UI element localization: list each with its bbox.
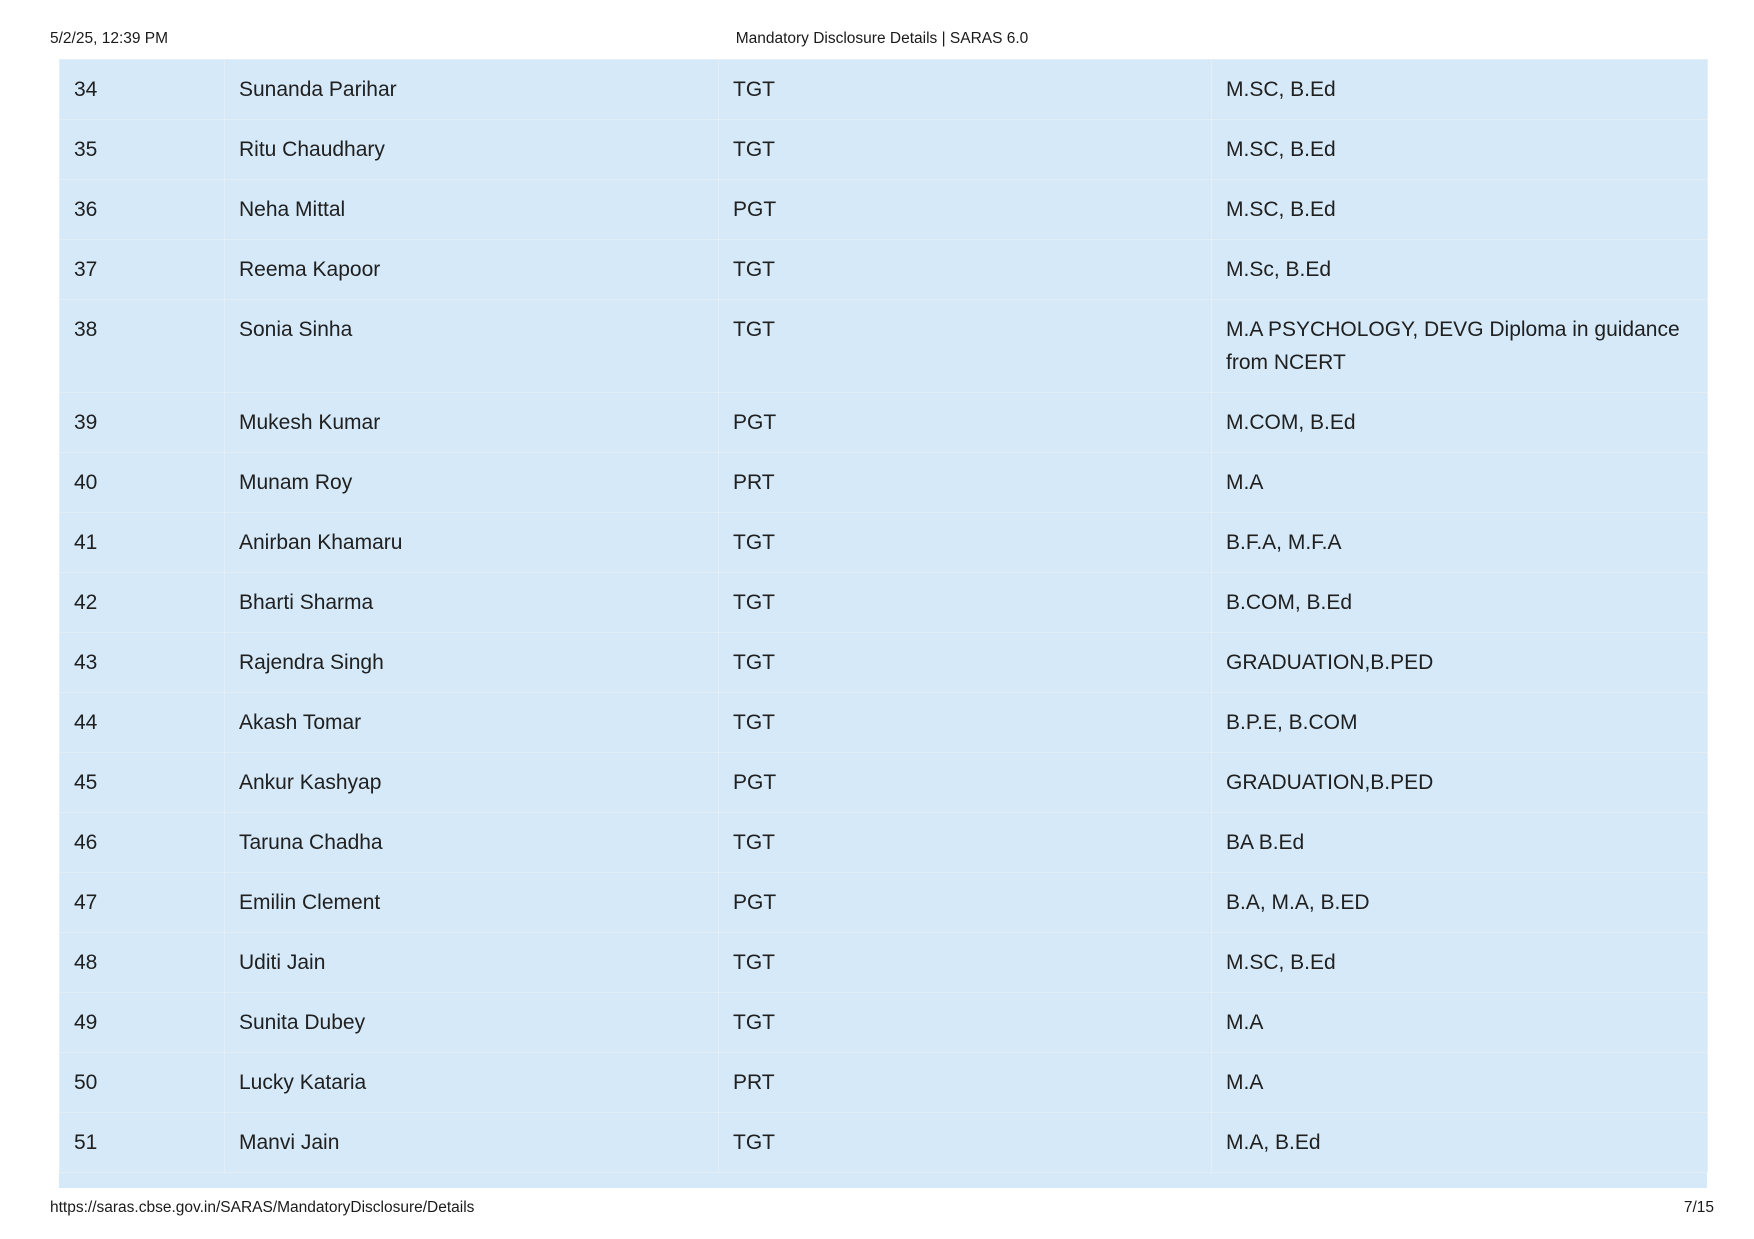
teacher-name-cell-text: Sonia Sinha [239, 318, 353, 341]
serial-number-cell-text: 49 [74, 1011, 98, 1034]
table-row [60, 813, 1708, 873]
qualification-cell-text: B.COM, B.Ed [1226, 591, 1353, 614]
teacher-name-cell-text: Sunanda Parihar [239, 78, 397, 101]
designation-cell-text: TGT [733, 591, 775, 614]
serial-number-cell [60, 633, 225, 693]
page-url: https://saras.cbse.gov.in/SARAS/MandatoryDisclosure/Details [50, 1199, 475, 1216]
qualification-cell [1212, 1053, 1708, 1113]
serial-number-cell-text: 34 [74, 78, 98, 101]
qualification-cell [1212, 633, 1708, 693]
serial-number-cell-text: 36 [74, 198, 98, 221]
qualification-cell [1212, 753, 1708, 813]
designation-cell-text: TGT [733, 318, 775, 341]
teacher-name-cell [225, 300, 719, 393]
qualification-cell [1212, 1113, 1708, 1173]
serial-number-cell-text: 47 [74, 891, 98, 914]
serial-number-cell-text: 48 [74, 951, 98, 974]
serial-number-cell [60, 1113, 225, 1173]
qualification-cell-text: BA B.Ed [1226, 831, 1305, 854]
serial-number-cell-text: 45 [74, 771, 98, 794]
table-row [60, 993, 1708, 1053]
teacher-name-cell-text: Reema Kapoor [239, 258, 381, 281]
teacher-name-cell-text: Lucky Kataria [239, 1071, 367, 1094]
page-number: 7/15 [1683, 1199, 1714, 1216]
serial-number-cell-text: 38 [74, 318, 98, 341]
qualification-cell [1212, 120, 1708, 180]
teacher-name-cell-text: Ankur Kashyap [239, 771, 382, 794]
teacher-name-cell-text: Mukesh Kumar [239, 411, 381, 434]
qualification-cell-text: M.SC, B.Ed [1226, 951, 1336, 974]
table-row [60, 933, 1708, 993]
table-row [60, 300, 1708, 393]
designation-cell [719, 60, 1212, 120]
serial-number-cell [60, 813, 225, 873]
serial-number-cell [60, 453, 225, 513]
table-row [60, 573, 1708, 633]
teacher-name-cell-text: Akash Tomar [239, 711, 362, 734]
qualification-cell [1212, 813, 1708, 873]
teacher-name-cell-text: Munam Roy [239, 471, 353, 494]
qualification-cell-text: M.A PSYCHOLOGY, DEVG Diploma in guidance from NCERT [1226, 318, 1680, 374]
teacher-name-cell-text: Ritu Chaudhary [239, 138, 385, 161]
qualification-cell [1212, 573, 1708, 633]
serial-number-cell [60, 300, 225, 393]
designation-cell-text: PRT [733, 1071, 775, 1094]
designation-cell-text: PRT [733, 471, 775, 494]
qualification-cell-text: M.A [1226, 1011, 1264, 1034]
qualification-cell-text: M.A [1226, 471, 1264, 494]
teacher-name-cell-text: Neha Mittal [239, 198, 346, 221]
serial-number-cell-text: 50 [74, 1071, 98, 1094]
table-row [60, 120, 1708, 180]
designation-cell [719, 873, 1212, 933]
designation-cell-text: TGT [733, 711, 775, 734]
page-footer [50, 1199, 1714, 1221]
qualification-cell [1212, 693, 1708, 753]
teacher-name-cell [225, 573, 719, 633]
table-row [60, 1113, 1708, 1173]
teacher-name-cell [225, 240, 719, 300]
qualification-cell [1212, 933, 1708, 993]
serial-number-cell-text: 42 [74, 591, 98, 614]
serial-number-cell-text: 46 [74, 831, 98, 854]
serial-number-cell [60, 993, 225, 1053]
serial-number-cell-text: 39 [74, 411, 98, 434]
designation-cell-text: PGT [733, 771, 777, 794]
serial-number-cell [60, 513, 225, 573]
qualification-cell [1212, 240, 1708, 300]
designation-cell [719, 120, 1212, 180]
designation-cell [719, 300, 1212, 393]
serial-number-cell [60, 693, 225, 753]
designation-cell-text: TGT [733, 951, 775, 974]
teacher-name-cell [225, 393, 719, 453]
serial-number-cell-text: 41 [74, 531, 98, 554]
designation-cell-text: TGT [733, 138, 775, 161]
qualification-cell-text: B.A, M.A, B.ED [1226, 891, 1370, 914]
table-row [60, 753, 1708, 813]
print-datetime: 5/2/25, 12:39 PM [50, 30, 169, 47]
qualification-cell [1212, 453, 1708, 513]
qualification-cell-text: M.COM, B.Ed [1226, 411, 1356, 434]
designation-cell-text: PGT [733, 411, 777, 434]
teacher-name-cell [225, 513, 719, 573]
serial-number-cell [60, 393, 225, 453]
serial-number-cell-text: 44 [74, 711, 98, 734]
serial-number-cell-text: 40 [74, 471, 98, 494]
designation-cell [719, 453, 1212, 513]
teacher-name-cell-text: Bharti Sharma [239, 591, 374, 614]
teacher-name-cell-text: Manvi Jain [239, 1131, 340, 1154]
table-row [60, 1053, 1708, 1113]
qualification-cell-text: GRADUATION,B.PED [1226, 771, 1434, 794]
designation-cell-text: PGT [733, 891, 777, 914]
qualification-cell [1212, 873, 1708, 933]
table-row [60, 240, 1708, 300]
serial-number-cell [60, 1053, 225, 1113]
designation-cell-text: TGT [733, 258, 775, 281]
serial-number-cell-text: 35 [74, 138, 98, 161]
designation-cell-text: TGT [733, 651, 775, 674]
table-row [60, 693, 1708, 753]
designation-cell [719, 693, 1212, 753]
qualification-cell-text: M.SC, B.Ed [1226, 78, 1336, 101]
qualification-cell-text: B.F.A, M.F.A [1226, 531, 1342, 554]
qualification-cell [1212, 393, 1708, 453]
teacher-name-cell-text: Anirban Khamaru [239, 531, 403, 554]
serial-number-cell-text: 43 [74, 651, 98, 674]
page-header [50, 30, 1714, 52]
teacher-name-cell [225, 60, 719, 120]
page-title: Mandatory Disclosure Details | SARAS 6.0 [735, 30, 1029, 47]
serial-number-cell [60, 573, 225, 633]
teacher-name-cell-text: Sunita Dubey [239, 1011, 366, 1034]
designation-cell-text: TGT [733, 531, 775, 554]
serial-number-cell-text: 37 [74, 258, 98, 281]
designation-cell [719, 1113, 1212, 1173]
teacher-name-cell [225, 180, 719, 240]
teacher-name-cell [225, 693, 719, 753]
designation-cell [719, 993, 1212, 1053]
designation-cell [719, 1053, 1212, 1113]
serial-number-cell [60, 120, 225, 180]
qualification-cell-text: M.A [1226, 1071, 1264, 1094]
qualification-cell-text: M.SC, B.Ed [1226, 198, 1336, 221]
qualification-cell-text: M.Sc, B.Ed [1226, 258, 1332, 281]
teacher-name-cell [225, 453, 719, 513]
designation-cell [719, 753, 1212, 813]
designation-cell [719, 513, 1212, 573]
teacher-name-cell-text: Rajendra Singh [239, 651, 384, 674]
serial-number-cell [60, 753, 225, 813]
table-row [60, 873, 1708, 933]
teacher-name-cell [225, 633, 719, 693]
teacher-name-cell [225, 1053, 719, 1113]
table-row [60, 513, 1708, 573]
qualification-cell-text: B.P.E, B.COM [1226, 711, 1358, 734]
teacher-name-cell [225, 753, 719, 813]
designation-cell [719, 393, 1212, 453]
teacher-name-cell [225, 120, 719, 180]
serial-number-cell [60, 933, 225, 993]
table-row [60, 453, 1708, 513]
serial-number-cell [60, 240, 225, 300]
table-row [60, 633, 1708, 693]
table-row [60, 393, 1708, 453]
designation-cell-text: TGT [733, 1131, 775, 1154]
qualification-cell [1212, 513, 1708, 573]
qualification-cell [1212, 300, 1708, 393]
designation-cell-text: TGT [733, 831, 775, 854]
staff-table-body [60, 60, 1708, 1173]
staff-table-container [59, 59, 1707, 1188]
qualification-cell [1212, 60, 1708, 120]
qualification-cell [1212, 180, 1708, 240]
table-row [60, 60, 1708, 120]
designation-cell [719, 180, 1212, 240]
table-row [60, 180, 1708, 240]
staff-table [59, 59, 1708, 1173]
serial-number-cell [60, 873, 225, 933]
serial-number-cell [60, 60, 225, 120]
qualification-cell-text: M.A, B.Ed [1226, 1131, 1321, 1154]
designation-cell [719, 633, 1212, 693]
designation-cell-text: TGT [733, 78, 775, 101]
teacher-name-cell [225, 873, 719, 933]
teacher-name-cell-text: Uditi Jain [239, 951, 326, 974]
designation-cell-text: TGT [733, 1011, 775, 1034]
qualification-cell [1212, 993, 1708, 1053]
serial-number-cell [60, 180, 225, 240]
serial-number-cell-text: 51 [74, 1131, 98, 1154]
designation-cell-text: PGT [733, 198, 777, 221]
teacher-name-cell [225, 993, 719, 1053]
qualification-cell-text: GRADUATION,B.PED [1226, 651, 1434, 674]
teacher-name-cell [225, 933, 719, 993]
teacher-name-cell-text: Emilin Clement [239, 891, 381, 914]
designation-cell [719, 933, 1212, 993]
teacher-name-cell [225, 1113, 719, 1173]
designation-cell [719, 573, 1212, 633]
designation-cell [719, 240, 1212, 300]
designation-cell [719, 813, 1212, 873]
teacher-name-cell [225, 813, 719, 873]
qualification-cell-text: M.SC, B.Ed [1226, 138, 1336, 161]
teacher-name-cell-text: Taruna Chadha [239, 831, 383, 854]
